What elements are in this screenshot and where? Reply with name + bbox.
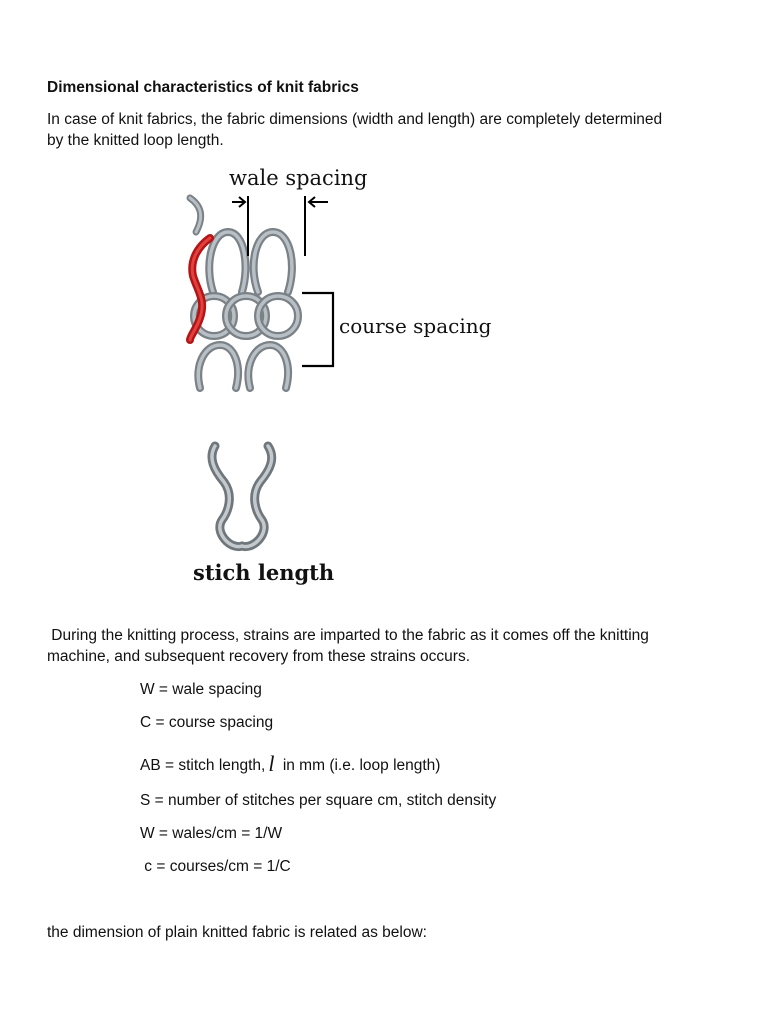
def-stitch-length-prefix: AB = stitch length, <box>140 757 266 774</box>
def-stitch-density: S = number of stitches per square cm, stitch density <box>140 792 497 809</box>
wale-spacing-label: wale spacing <box>229 166 368 190</box>
def-courses-per-cm: c = courses/cm = 1/C <box>140 858 291 875</box>
def-stitch-length-suffix: in mm (i.e. loop length) <box>282 757 441 774</box>
intro-line-1: In case of knit fabrics, the fabric dimensions (width and length) are completely determined <box>47 111 663 128</box>
process-line-2: machine, and subsequent recovery from these strains occurs. <box>47 648 471 665</box>
course-spacing-label: course spacing <box>339 314 492 338</box>
process-line-1: During the knitting process, strains are imparted to the fabric as it comes off the knitting <box>47 627 649 644</box>
def-wale-spacing: W = wale spacing <box>140 681 262 698</box>
def-stitch-length <box>140 752 440 776</box>
stitch-length-caption: stich length <box>193 560 335 585</box>
def-course-spacing: C = course spacing <box>140 714 274 731</box>
loop-length-symbol: l <box>268 751 275 776</box>
document-title: Dimensional characteristics of knit fabrics <box>47 79 359 96</box>
intro-line-2: by the knitted loop length. <box>47 132 224 149</box>
def-wales-per-cm: W = wales/cm = 1/W <box>140 825 283 842</box>
closing-line: the dimension of plain knitted fabric is related as below: <box>47 924 427 941</box>
